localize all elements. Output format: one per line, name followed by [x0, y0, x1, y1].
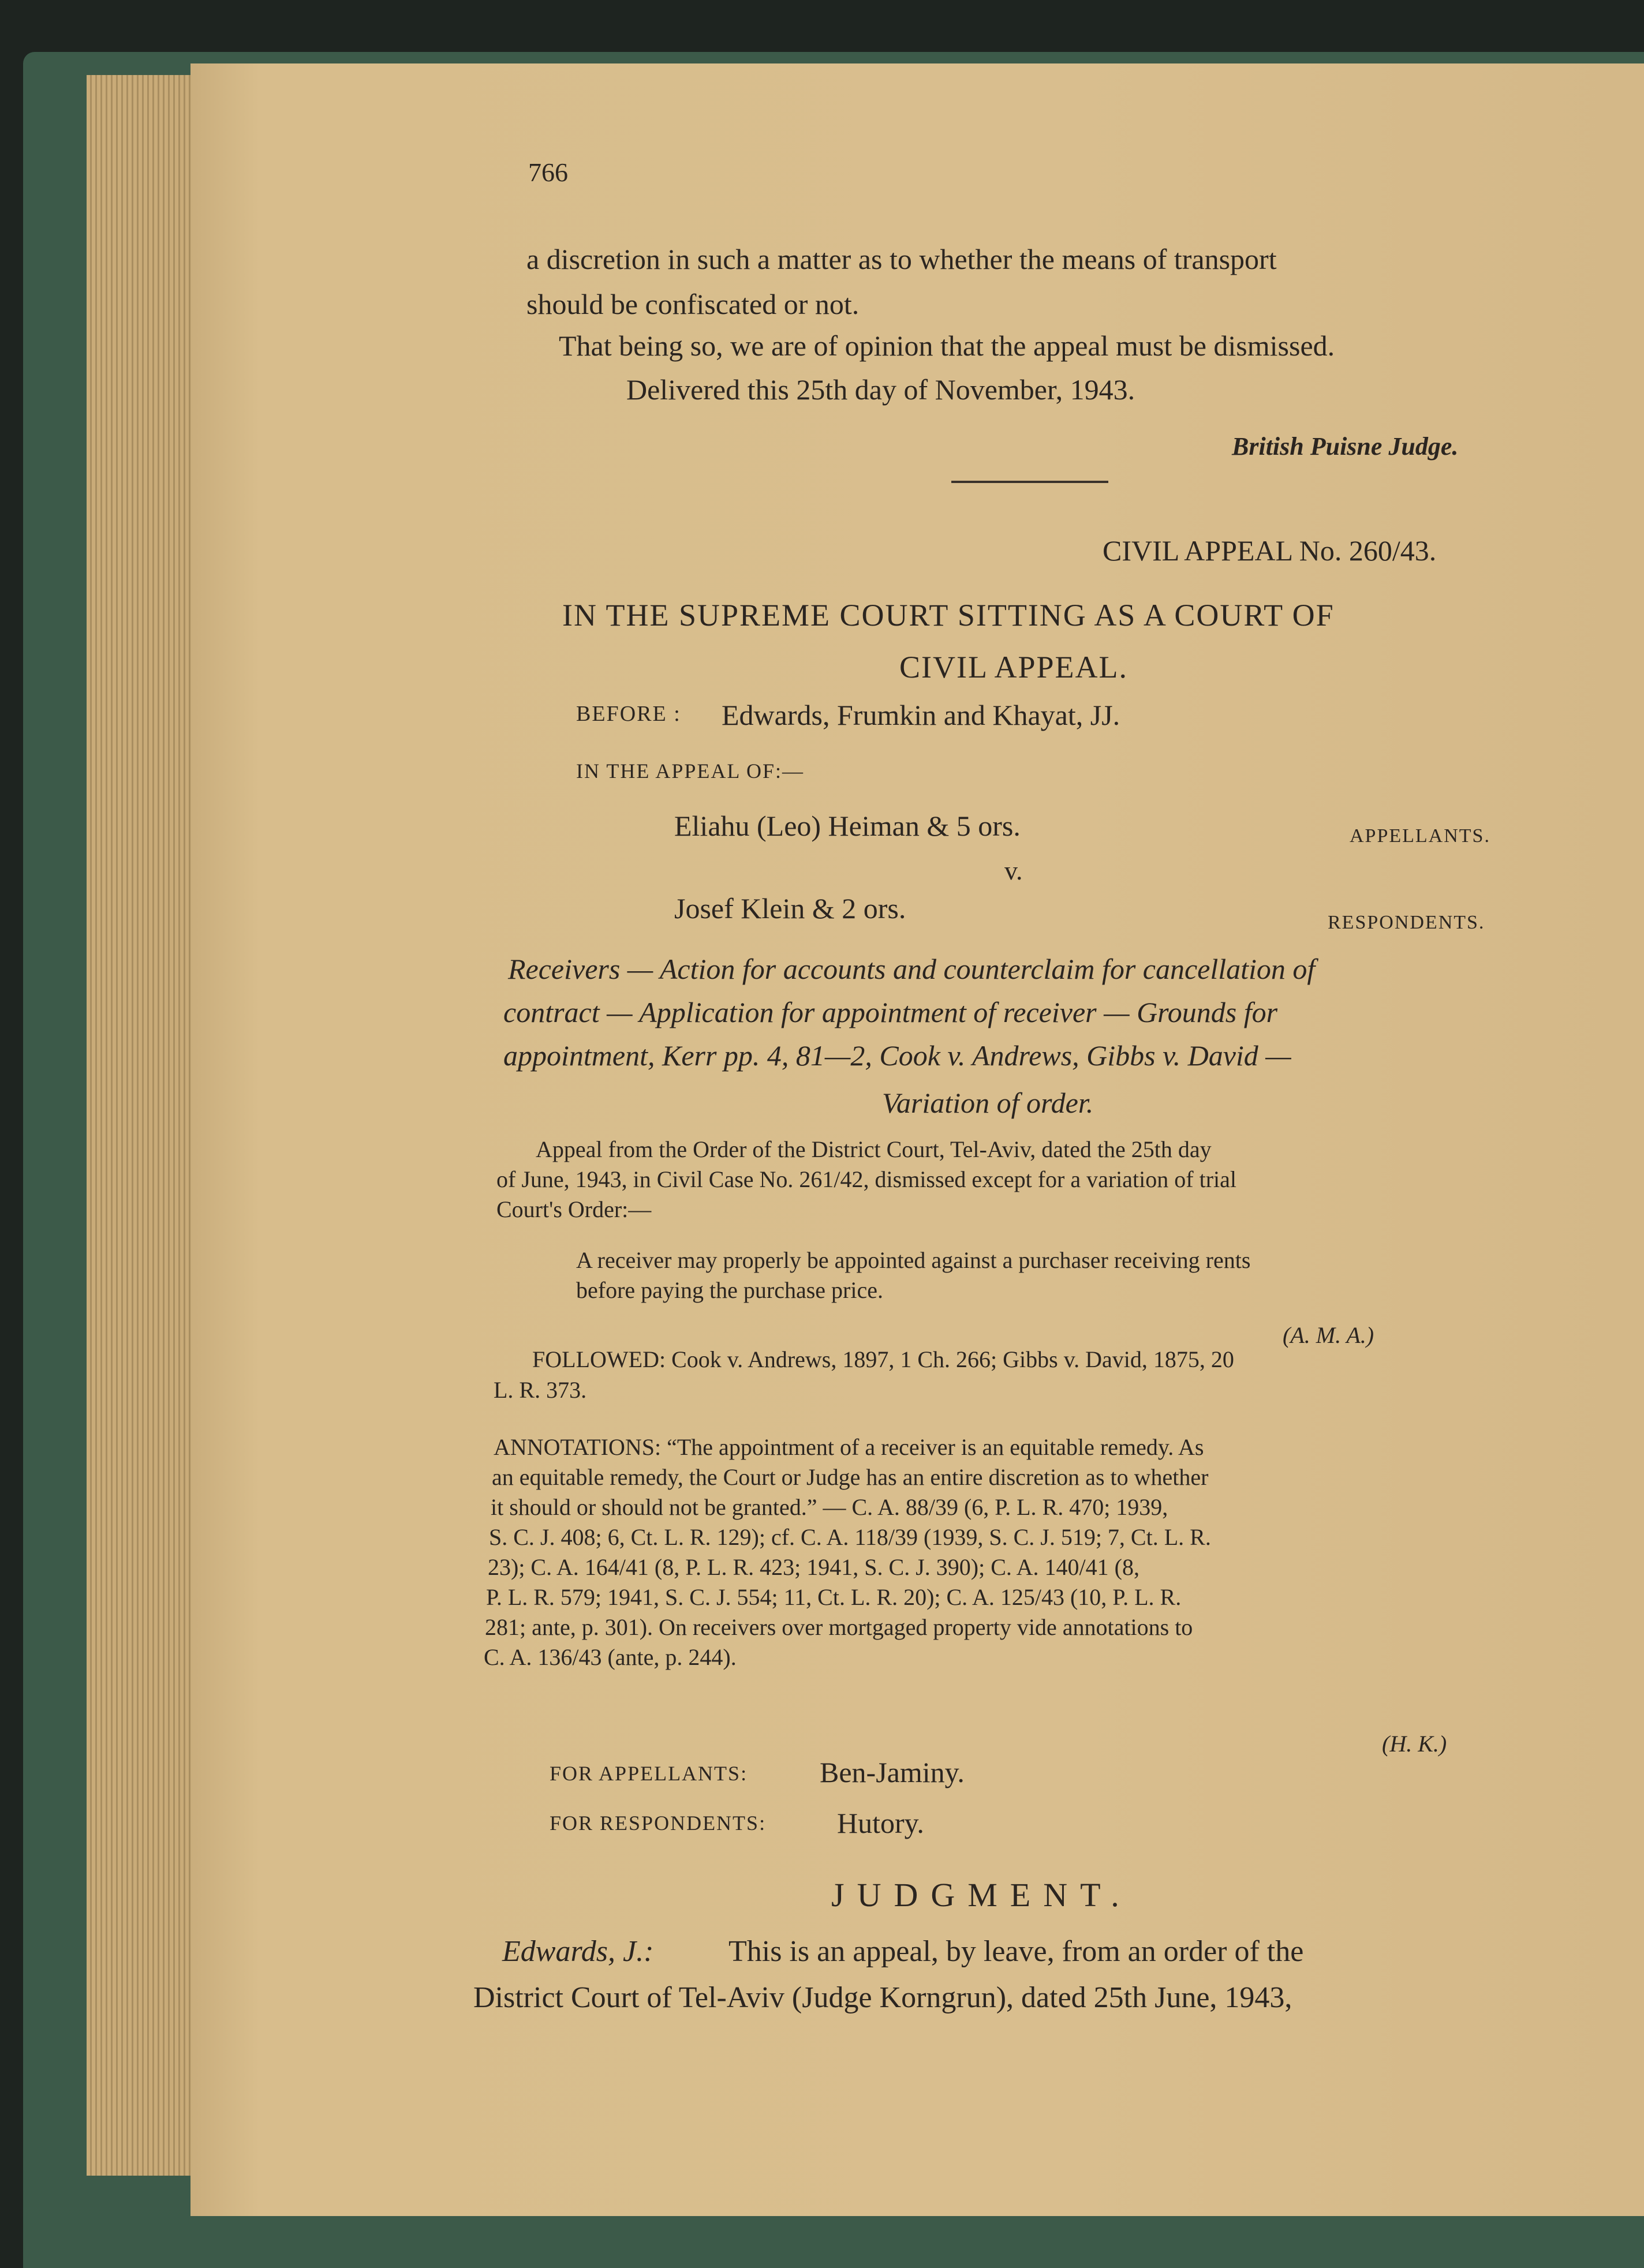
- headnote-line-4: Variation of order.: [882, 1087, 1094, 1119]
- continuation-line-3: That being so, we are of opinion that the appeal must be dismissed.: [559, 330, 1335, 362]
- annotations-line-8: C. A. 136/43 (ante, p. 244).: [484, 1644, 737, 1670]
- case-number: CIVIL APPEAL No. 260/43.: [1103, 534, 1437, 567]
- appellants-name: Eliahu (Leo) Heiman & 5 ors.: [674, 810, 1021, 842]
- signature: British Puisne Judge.: [1232, 432, 1459, 461]
- headnote-line-1: Receivers — Action for accounts and counterclaim for cancellation of: [508, 953, 1316, 985]
- followed-line-1: FOLLOWED: Cook v. Andrews, 1897, 1 Ch. 266; Gibbs v. David, 1875, 20: [532, 1346, 1234, 1372]
- court-heading-line-2: CIVIL APPEAL.: [899, 650, 1129, 684]
- summary-line-3: Court's Order:—: [496, 1196, 652, 1222]
- annotations-line-7: 281; ante, p. 301). On receivers over mortgaged property vide annotations to: [485, 1614, 1193, 1640]
- respondents-label: RESPONDENTS.: [1328, 912, 1485, 933]
- holding-line-2: before paying the purchase price.: [576, 1277, 883, 1303]
- judgment-heading: JUDGMENT.: [831, 1876, 1132, 1914]
- for-respondents-label: FOR RESPONDENTS:: [550, 1812, 767, 1835]
- for-appellants-name: Ben-Jaminy.: [820, 1756, 965, 1788]
- headnote-line-3: appointment, Kerr pp. 4, 81—2, Cook v. Andrews, Gibbs v. David —: [503, 1039, 1291, 1072]
- annotations-line-6: P. L. R. 579; 1941, S. C. J. 554; 11, Ct. L. R. 20); C. A. 125/43 (10, P. L. R.: [486, 1584, 1182, 1610]
- versus: v.: [1004, 856, 1023, 885]
- page-edges: [87, 75, 202, 2176]
- initials-ama: (A. M. A.): [1283, 1322, 1374, 1348]
- appellants-label: APPELLANTS.: [1350, 825, 1490, 847]
- annotations-line-1: ANNOTATIONS: “The appointment of a receiver is an equitable remedy. As: [494, 1434, 1204, 1460]
- in-appeal-of: IN THE APPEAL OF:—: [576, 759, 805, 783]
- annotations-line-2: an equitable remedy, the Court or Judge has an entire discretion as to whether: [492, 1464, 1209, 1490]
- annotations-line-4: S. C. J. 408; 6, Ct. L. R. 129); cf. C. A. 118/39 (1939, S. C. J. 519; 7, Ct. L. R.: [489, 1524, 1211, 1550]
- summary-line-2: of June, 1943, in Civil Case No. 261/42, dismissed except for a variation of trial: [496, 1166, 1236, 1192]
- for-respondents-name: Hutory.: [837, 1807, 924, 1839]
- continuation-line-1: a discretion in such a matter as to whether the means of transport: [526, 243, 1277, 275]
- annotations-line-5: 23); C. A. 164/41 (8, P. L. R. 423; 1941, S. C. J. 390); C. A. 140/41 (8,: [488, 1554, 1139, 1580]
- section-divider: [951, 481, 1108, 483]
- for-appellants-label: FOR APPELLANTS:: [550, 1762, 748, 1785]
- continuation-line-2: should be confiscated or not.: [526, 288, 860, 320]
- judges: Edwards, Frumkin and Khayat, JJ.: [722, 699, 1120, 731]
- holding-line-1: A receiver may properly be appointed against a purchaser receiving rents: [576, 1247, 1251, 1273]
- respondents-name: Josef Klein & 2 ors.: [674, 892, 906, 925]
- summary-line-1: Appeal from the Order of the District Court, Tel-Aviv, dated the 25th day: [536, 1136, 1212, 1162]
- delivered-line: Delivered this 25th day of November, 1943.: [626, 373, 1135, 406]
- initials-hk: (H. K.): [1382, 1731, 1447, 1757]
- headnote-line-2: contract — Application for appointment of receiver — Grounds for: [503, 996, 1278, 1028]
- before-label: BEFORE :: [576, 702, 681, 726]
- judgment-line-2: District Court of Tel-Aviv (Judge Korngrun), dated 25th June, 1943,: [473, 1981, 1292, 2014]
- followed-line-2: L. R. 373.: [494, 1377, 587, 1403]
- annotations-line-3: it should or should not be granted.” — C. A. 88/39 (6, P. L. R. 470; 1939,: [491, 1494, 1168, 1520]
- judgment-judge: Edwards, J.:: [502, 1935, 654, 1968]
- page-number: 766: [528, 158, 568, 187]
- court-heading-line-1: IN THE SUPREME COURT SITTING AS A COURT OF: [562, 598, 1335, 633]
- judgment-line-1: This is an appeal, by leave, from an order of the: [728, 1935, 1304, 1968]
